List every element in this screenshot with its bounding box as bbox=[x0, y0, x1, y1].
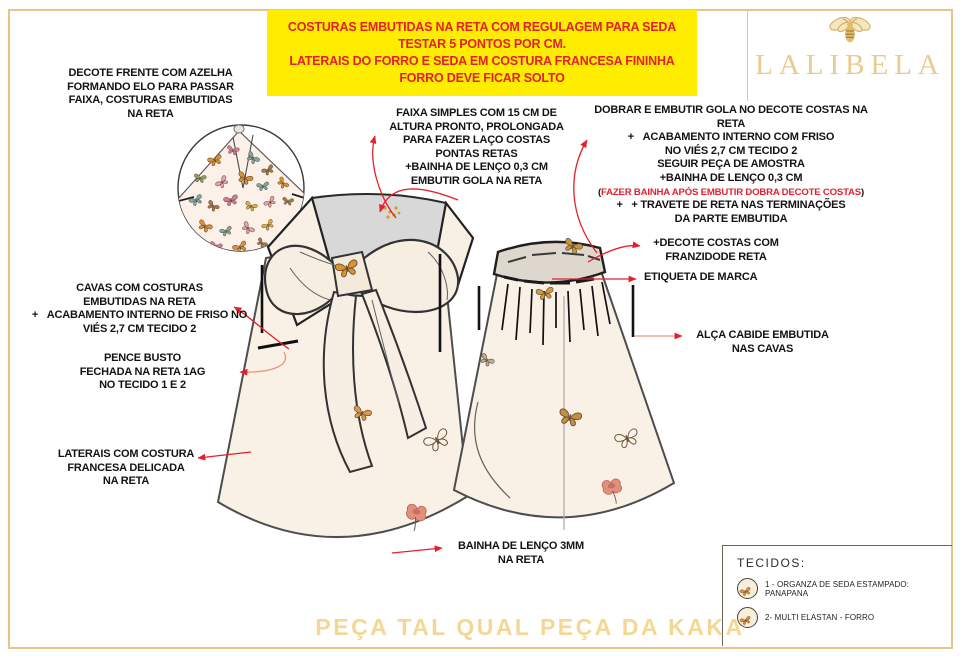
note-line: CAVAS COM COSTURAS bbox=[76, 282, 203, 294]
note-line: + ACABAMENTO INTERNO COM FRISO bbox=[627, 131, 835, 144]
note-cavas bbox=[22, 282, 257, 336]
note-line: + + TRAVETE DE RETA NAS TERMINAÇÕES bbox=[616, 199, 846, 212]
note-line: FORMANDO ELO PARA PASSAR bbox=[67, 80, 234, 93]
warning-line: FORRO DEVE FICAR SOLTO bbox=[399, 71, 565, 85]
fabric-label: 2- MULTI ELASTAN - FORRO bbox=[765, 613, 875, 622]
note-dobrar-gola bbox=[584, 104, 878, 226]
garment-back-view bbox=[454, 238, 674, 530]
note-line: + ACABAMENTO INTERNO DE FRISO NO bbox=[31, 309, 248, 322]
note-line: FRANZIDODE RETA bbox=[665, 250, 767, 263]
note-bainha bbox=[450, 540, 592, 567]
note-line: +BAINHA DE LENÇO 0,3 CM bbox=[405, 161, 548, 174]
note-line: ETIQUETA DE MARCA bbox=[644, 271, 758, 283]
note-line: NO TECIDO 1 E 2 bbox=[99, 379, 186, 392]
note-line: VIÉS 2,7 CM TECIDO 2 bbox=[82, 322, 197, 335]
fabric-label: 1 - ORGANZA DE SEDA ESTAMPADO: PANAPANA bbox=[765, 579, 910, 598]
note-alca-cabide bbox=[685, 329, 840, 356]
footer-caption: PEÇA TAL QUAL PEÇA DA KAKA bbox=[315, 614, 745, 640]
note-line: EMBUTIDAS NA RETA bbox=[83, 295, 196, 308]
note-line: FRANCESA DELICADA bbox=[67, 461, 185, 474]
note-line: DOBRAR E EMBUTIR GOLA NO DECOTE COSTAS NA RETA bbox=[594, 104, 868, 130]
note-line: NA RETA bbox=[497, 553, 545, 566]
note-line: FAIXA SIMPLES COM 15 CM DE bbox=[396, 107, 557, 119]
note-line: NO VIÉS 2,7 CM TECIDO 2 bbox=[664, 144, 798, 157]
note-line: NA RETA bbox=[102, 475, 150, 488]
note-line: DECOTE FRENTE COM AZELHA bbox=[68, 67, 233, 79]
note-line: DA PARTE EMBUTIDA bbox=[674, 212, 788, 225]
note-line: SEGUIR PEÇA DE AMOSTRA bbox=[657, 158, 805, 171]
note-line: +BAINHA DE LENÇO 0,3 CM bbox=[659, 171, 803, 184]
fabric-item bbox=[737, 578, 952, 599]
note-pence-busto bbox=[55, 352, 230, 393]
note-faixa bbox=[373, 107, 580, 189]
note-line: EMBUTIR GOLA NA RETA bbox=[410, 174, 543, 187]
bee-icon bbox=[824, 15, 876, 47]
note-line: ALTURA PRONTO, PROLONGADA bbox=[389, 120, 564, 133]
fabric-swatch-1 bbox=[737, 578, 758, 599]
note-line: +DECOTE COSTAS COM bbox=[653, 237, 779, 249]
brand-logo bbox=[747, 11, 952, 101]
note-line: FECHADA NA RETA 1AG bbox=[79, 365, 206, 378]
note-line-red: (FAZER BAINHA APÓS EMBUTIR DOBRA DECOTE COSTAS) bbox=[598, 186, 864, 198]
note-laterais bbox=[42, 448, 210, 489]
note-etiqueta bbox=[644, 271, 794, 285]
note-line: LATERAIS COM COSTURA bbox=[57, 448, 195, 460]
arrow-bainha bbox=[392, 548, 442, 553]
construction-warning-box bbox=[267, 10, 697, 96]
note-decote-frente bbox=[38, 67, 263, 121]
warning-line: TESTAR 5 PONTOS POR CM. bbox=[398, 37, 566, 51]
note-line: PONTAS RETAS bbox=[435, 147, 518, 160]
note-line: PARA FAZER LAÇO COSTAS bbox=[403, 134, 550, 147]
warning-line: COSTURAS EMBUTIDAS NA RETA COM REGULAGEM PARA SEDA bbox=[287, 20, 677, 34]
fabrics-title: TECIDOS: bbox=[737, 556, 806, 570]
note-line: BAINHA DE LENÇO 3MM bbox=[458, 540, 584, 552]
note-line: NA RETA bbox=[127, 107, 174, 120]
note-decote-costas bbox=[641, 237, 791, 264]
note-line: PENCE BUSTO bbox=[103, 352, 182, 364]
fabric-item bbox=[737, 607, 952, 628]
brand-name: LALIBELA bbox=[755, 49, 945, 81]
note-line: NAS CAVAS bbox=[731, 342, 794, 355]
warning-line: LATERAIS DO FORRO E SEDA EM COSTURA FRANCESA FININHA bbox=[289, 54, 675, 68]
note-line: ALÇA CABIDE EMBUTIDA bbox=[696, 329, 829, 341]
note-line: FAIXA, COSTURAS EMBUTIDAS bbox=[68, 94, 233, 107]
